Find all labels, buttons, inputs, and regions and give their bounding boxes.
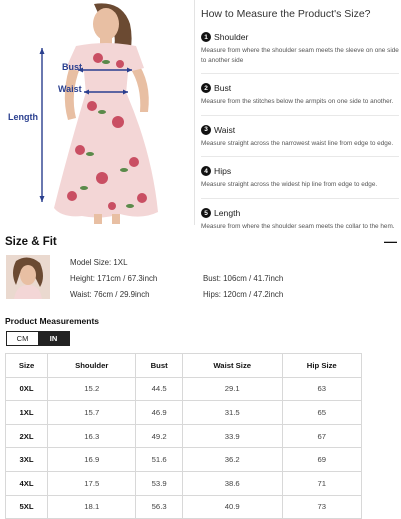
column-header: Hip Size: [282, 354, 361, 378]
table-cell: 3XL: [6, 448, 48, 472]
product-measurements-title: Product Measurements: [5, 316, 99, 326]
table-cell: 36.2: [182, 448, 282, 472]
model-info: [70, 258, 283, 306]
table-cell: 17.5: [48, 471, 136, 495]
guide-item-name: Waist: [214, 124, 236, 135]
table-cell: 0XL: [6, 377, 48, 401]
table-cell: 16.9: [48, 448, 136, 472]
table-cell: 33.9: [182, 424, 282, 448]
model-stats-row: [70, 290, 283, 299]
table-cell: 5XL: [6, 495, 48, 519]
number-3-icon: 3: [201, 125, 211, 135]
guide-item-bust: [201, 83, 399, 116]
table-row: [6, 401, 362, 425]
table-cell: 56.3: [136, 495, 183, 519]
table-cell: 2XL: [6, 424, 48, 448]
table-row: [6, 448, 362, 472]
table-cell: 65: [282, 401, 361, 425]
size-fit-header: [5, 234, 397, 249]
length-label: Length: [8, 112, 38, 122]
guide-item-name: Bust: [214, 83, 232, 94]
table-cell: 44.5: [136, 377, 183, 401]
product-photo: [2, 2, 192, 224]
table-cell: 18.1: [48, 495, 136, 519]
table-cell: 16.3: [48, 424, 136, 448]
collapse-icon[interactable]: —: [384, 234, 397, 249]
number-4-icon: 4: [201, 166, 211, 176]
model-stats-row: [70, 274, 283, 283]
model-size: Model Size: 1XL: [70, 258, 128, 267]
number-2-icon: 2: [201, 83, 211, 93]
table-row: [6, 377, 362, 401]
table-cell: 31.5: [182, 401, 282, 425]
number-1-icon: 1: [201, 32, 211, 42]
guide-item-desc: Measure from where the shoulder seam meets the collar to the hem.: [201, 223, 395, 231]
model-avatar-image: [6, 255, 50, 299]
unit-cm-button[interactable]: CM: [16, 334, 29, 343]
column-header: Shoulder: [48, 354, 136, 378]
table-cell: 15.2: [48, 377, 136, 401]
table-row: [6, 424, 362, 448]
divider: [194, 0, 195, 225]
size-table: [5, 353, 362, 519]
table-cell: 69: [282, 448, 361, 472]
table-header-row: [6, 354, 362, 378]
table-cell: 40.9: [182, 495, 282, 519]
column-header: Size: [6, 354, 48, 378]
measurement-guide-section: [0, 0, 401, 231]
table-cell: 46.9: [136, 401, 183, 425]
table-cell: 15.7: [48, 401, 136, 425]
table-cell: 38.6: [182, 471, 282, 495]
divider: [201, 198, 399, 199]
guide-item-hips: [201, 166, 399, 199]
guide-item-desc: Measure from where the shoulder seam meets the sleeve on one side to another side: [201, 47, 399, 64]
model-size-row: [70, 258, 283, 267]
column-header: Waist Size: [182, 354, 282, 378]
table-cell: 53.9: [136, 471, 183, 495]
how-to-measure-guide: [201, 8, 399, 241]
divider: [201, 115, 399, 116]
guide-item-desc: Measure straight across the widest hip line from edge to edge.: [201, 181, 378, 189]
guide-item-waist: [201, 125, 399, 158]
table-cell: 51.6: [136, 448, 183, 472]
table-cell: 29.1: [182, 377, 282, 401]
guide-item-length: [201, 208, 399, 232]
table-cell: 67: [282, 424, 361, 448]
model-height: Height: 171cm / 67.3inch: [70, 274, 158, 283]
table-cell: 49.2: [136, 424, 183, 448]
guide-item-desc: Measure straight across the narrowest waist line from edge to edge.: [201, 139, 394, 147]
model-avatar: [6, 255, 50, 299]
table-cell: 4XL: [6, 471, 48, 495]
table-row: [6, 495, 362, 519]
guide-item-shoulder: [201, 32, 399, 74]
model-waist: Waist: 76cm / 29.9inch: [70, 290, 150, 299]
unit-toggle[interactable]: [6, 331, 70, 346]
divider: [201, 73, 399, 74]
table-cell: 73: [282, 495, 361, 519]
guide-item-name: Hips: [214, 166, 232, 177]
bust-label: Bust: [62, 62, 82, 72]
table-cell: 63: [282, 377, 361, 401]
table-cell: 1XL: [6, 401, 48, 425]
waist-label: Waist: [58, 84, 82, 94]
column-header: Bust: [136, 354, 183, 378]
guide-item-name: Shoulder: [214, 32, 249, 42]
model-bust: Bust: 106cm / 41.7inch: [203, 274, 284, 283]
divider: [201, 156, 399, 157]
guide-item-desc: Measure from the stitches below the armpits on one side to another.: [201, 98, 394, 106]
model-hips: Hips: 120cm / 47.2inch: [203, 290, 284, 299]
guide-item-name: Length: [214, 208, 241, 219]
size-fit-title: Size & Fit: [5, 235, 57, 248]
unit-in-button[interactable]: IN: [38, 332, 69, 345]
guide-title: How to Measure the Product's Size?: [201, 8, 371, 20]
number-5-icon: 5: [201, 208, 211, 218]
table-cell: 71: [282, 471, 361, 495]
table-row: [6, 471, 362, 495]
